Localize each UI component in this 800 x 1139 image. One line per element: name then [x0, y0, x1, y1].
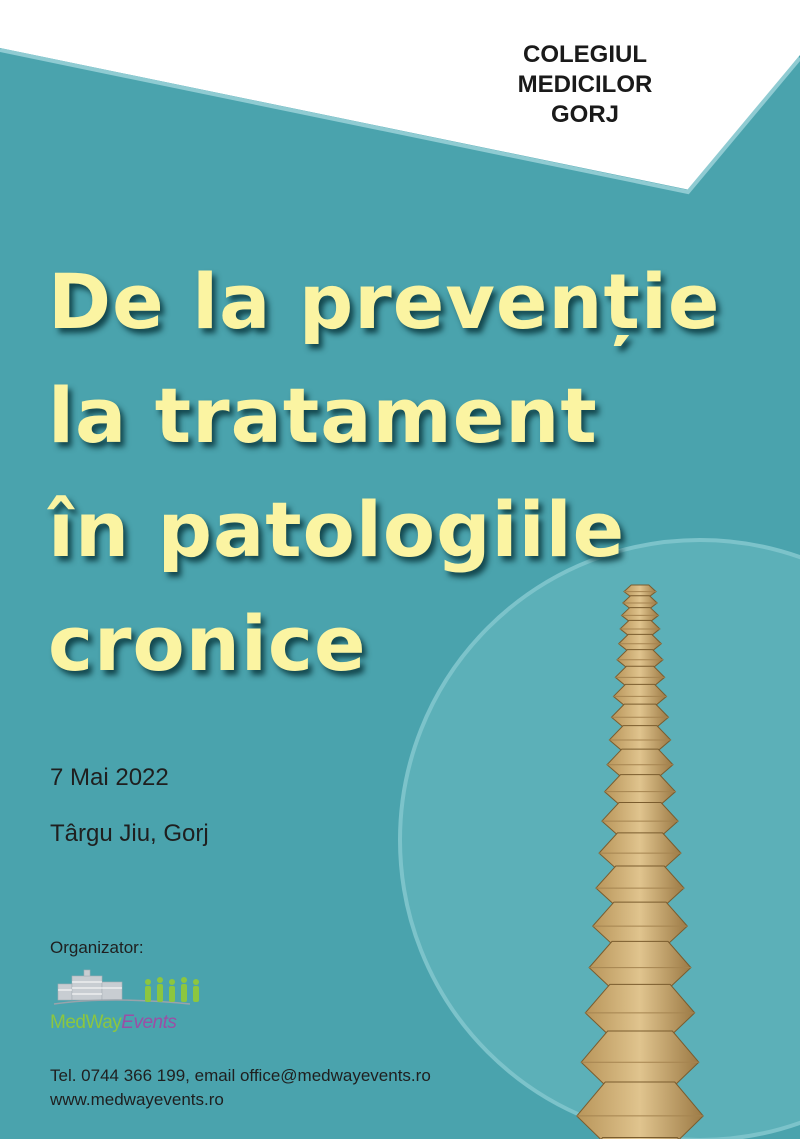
title-line-2: la tratament: [48, 371, 598, 460]
medway-logo-text: [50, 1012, 176, 1034]
logo-word-medway: MedWay: [50, 1012, 122, 1033]
title-line-4: cronice: [48, 599, 367, 688]
contact-phone-email: Tel. 0744 366 199, email office@medwayevents.ro: [50, 1066, 431, 1085]
contact-website: www.medwayevents.ro: [50, 1090, 224, 1109]
title-line-1: De la prevenție: [48, 257, 721, 346]
title-line-3: în patologiile: [48, 485, 626, 574]
event-date: 7 Mai 2022: [50, 764, 169, 791]
organization-name: COLEGIUL MEDICILOR GORJ: [517, 41, 653, 128]
logo-word-events: Events: [121, 1012, 177, 1033]
organizer-label: Organizator:: [50, 938, 144, 957]
event-title: [48, 245, 788, 701]
event-location: Târgu Jiu, Gorj: [50, 820, 209, 847]
